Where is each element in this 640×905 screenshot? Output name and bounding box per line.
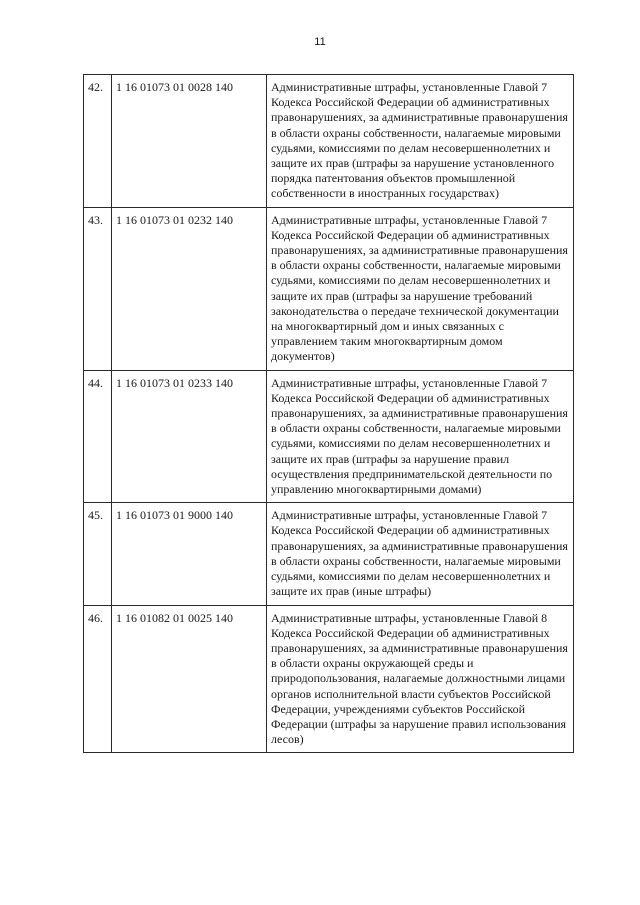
budget-codes-table (83, 74, 574, 753)
budget-code: 1 16 01082 01 0025 140 (112, 605, 267, 753)
budget-code: 1 16 01073 01 9000 140 (112, 503, 267, 605)
row-description: Административные штрафы, установленные Главой 7 Кодекса Российской Федерации об административных правонарушениях, за административные правонарушения в области охраны собственности, налагаемые мировыми судьями, комиссиями по делам несовершеннолетних и защите их прав (штрафы за нарушение правил осуществления предпринимательской деятельности по управлению многоквартирными домами) (267, 370, 574, 503)
row-description: Административные штрафы, установленные Главой 7 Кодекса Российской Федерации об административных правонарушениях, за административные правонарушения в области охраны собственности, налагаемые мировыми судьями, комиссиями по делам несовершеннолетних и защите их прав (штрафы за нарушение установленного порядка патентования объектов промышленной собственности в иностранных государствах) (267, 75, 574, 208)
table-row (84, 370, 574, 503)
page-number: 11 (314, 36, 326, 48)
table-row (84, 75, 574, 208)
row-description: Административные штрафы, установленные Главой 8 Кодекса Российской Федерации об административных правонарушениях, за административные правонарушения в области охраны окружающей среды и природопользования, налагаемые должностными лицами органов исполнительной власти субъектов Российской Федерации, учреждениями субъектов Российской Федерации (штрафы за нарушение правил использования лесов) (267, 605, 574, 753)
row-description: Административные штрафы, установленные Главой 7 Кодекса Российской Федерации об административных правонарушениях, за административные правонарушения в области охраны собственности, налагаемые мировыми судьями, комиссиями по делам несовершеннолетних и защите их прав (иные штрафы) (267, 503, 574, 605)
row-description: Административные штрафы, установленные Главой 7 Кодекса Российской Федерации об административных правонарушениях, за административные правонарушения в области охраны собственности, налагаемые мировыми судьями, комиссиями по делам несовершеннолетних и защите их прав (штрафы за нарушение требований законодательства о передаче технической документации на многоквартирный дом и иных связанных с управлением таким многоквартирным домом документов) (267, 207, 574, 370)
table-row (84, 605, 574, 753)
table-row (84, 207, 574, 370)
row-number: 43. (84, 207, 112, 370)
row-number: 42. (84, 75, 112, 208)
budget-code: 1 16 01073 01 0232 140 (112, 207, 267, 370)
budget-code: 1 16 01073 01 0028 140 (112, 75, 267, 208)
row-number: 44. (84, 370, 112, 503)
table-row (84, 503, 574, 605)
budget-code: 1 16 01073 01 0233 140 (112, 370, 267, 503)
row-number: 46. (84, 605, 112, 753)
row-number: 45. (84, 503, 112, 605)
